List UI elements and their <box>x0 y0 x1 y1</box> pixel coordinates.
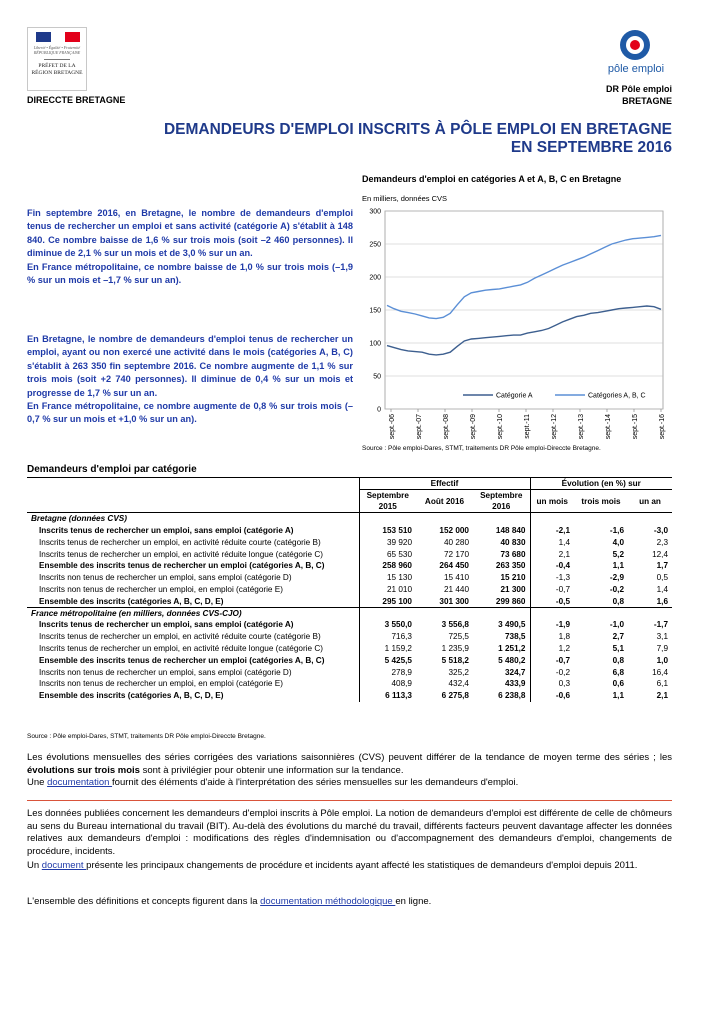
title-line2: EN SEPTEMBRE 2016 <box>510 139 672 156</box>
note4-a: Un <box>27 860 42 872</box>
cell-e3: -1,7 <box>653 620 668 630</box>
cell-e1: -0,6 <box>530 690 574 702</box>
cell-e3: 1,7 <box>656 561 668 571</box>
cell-e1: -0,7 <box>530 654 574 666</box>
legend-label: Catégories A, B, C <box>588 392 646 400</box>
intro-p4: En France métropolitaine, ce nombre augmente de 0,8 % sur trois mois (–0,7 % sur un mois et +1,0 % sur un an). <box>27 401 353 425</box>
y-tick-label: 200 <box>369 274 381 282</box>
cell-e2: -2,9 <box>609 573 624 583</box>
cell-e2: 2,7 <box>612 632 624 642</box>
table-row <box>27 643 672 655</box>
y-tick-label: 50 <box>373 373 381 381</box>
table-row <box>27 572 672 584</box>
cell-e2: -1,6 <box>609 525 624 535</box>
cell-e1: -2,1 <box>530 525 574 537</box>
chart-title: Demandeurs d'emploi en catégories A et A, B, C en Bretagne <box>362 174 622 184</box>
cell-e3: 1,6 <box>656 596 668 606</box>
french-flag-icon <box>36 32 80 42</box>
table-row <box>27 631 672 643</box>
cell-v1: 6 113,3 <box>359 690 416 702</box>
cell-e2: 4,0 <box>612 537 624 547</box>
x-tick-label: sept.-15 <box>632 414 639 440</box>
cell-v3: 433,9 <box>505 679 526 689</box>
cell-e2: 1,1 <box>612 691 624 701</box>
prefet-motto: Liberté • Égalité • Fraternité RÉPUBLIQUE FRANÇAISE <box>33 45 81 55</box>
y-tick-label: 100 <box>369 340 381 348</box>
cell-v1: 278,9 <box>359 666 416 678</box>
cell-e3: 12,4 <box>652 549 668 559</box>
cell-label: Inscrits tenus de rechercher un emploi, en activité réduite courte (catégorie B) <box>39 632 321 642</box>
cell-v2: 3 556,8 <box>441 620 469 630</box>
table-source: Source : Pôle emploi-Dares, STMT, traitements DR Pôle emploi-Direccte Bretagne. <box>27 733 266 740</box>
cell-e3: 0,5 <box>656 573 668 583</box>
cell-e1: -0,5 <box>530 595 574 607</box>
note4-b: présente les principaux changements de procédure et incidents ayant affecté les statistiques de demandeurs d'emploi depuis 2011. <box>86 860 638 872</box>
table-row <box>27 619 672 631</box>
y-tick-label: 250 <box>369 241 381 249</box>
note2-a: Une <box>27 777 48 789</box>
chart-unit: En milliers, données CVS <box>362 194 448 203</box>
documentation-link[interactable]: documentation <box>47 777 113 789</box>
cell-e3: 2,1 <box>656 691 668 701</box>
cell-v2: 301 300 <box>439 596 469 606</box>
cell-e1: 1,2 <box>530 643 574 655</box>
cell-v1: 408,9 <box>359 678 416 690</box>
x-tick-label: sept.-06 <box>389 414 396 440</box>
x-tick-label: sept.-14 <box>605 414 612 440</box>
cell-v3: 6 238,8 <box>498 691 526 701</box>
document-link[interactable]: document <box>41 860 87 872</box>
header-effectif: Effectif <box>359 478 530 490</box>
cell-v2: 325,2 <box>448 667 469 677</box>
intro-p2: En France métropolitaine, ce nombre baisse de 1,0 % sur trois mois (–1,9 % sur un mois et –1,7 % sur un an). <box>27 261 353 286</box>
cell-v3: 263 350 <box>495 561 526 571</box>
cell-v2: 432,4 <box>448 679 469 689</box>
table-row <box>27 584 672 596</box>
cell-v2: 15 410 <box>443 573 469 583</box>
line-chart <box>355 203 673 443</box>
x-tick-label: sept.-08 <box>443 414 450 440</box>
cell-label: Ensemble des inscrits tenus de rechercher un emploi (catégories A, B, C) <box>39 561 325 571</box>
cell-v2: 1 235,9 <box>441 643 469 653</box>
cell-label: Inscrits tenus de rechercher un emploi, en activité réduite longue (catégorie C) <box>39 549 323 559</box>
cell-e3: 1,0 <box>656 655 668 665</box>
table-row <box>27 595 672 607</box>
cell-e2: 5,1 <box>612 643 624 653</box>
intro-p1: Fin septembre 2016, en Bretagne, le nombre de demandeurs d'emploi tenus de rechercher un emploi et sans activité (catégorie A) s'établit à 148 840. Ce nombre baisse de 1,6 % sur trois mois (soit –2 460 personnes). Il diminue de 2,1 % sur un mois et de 3,0 % sur un an. <box>27 208 353 259</box>
cell-label: Ensemble des inscrits tenus de rechercher un emploi (catégories A, B, C) <box>39 655 325 665</box>
prefet-logo <box>27 27 87 91</box>
cell-v1: 3 550,0 <box>359 619 416 631</box>
cell-label: Inscrits non tenus de rechercher un emploi, en emploi (catégorie E) <box>39 679 283 689</box>
notes-methodology <box>27 896 672 909</box>
col-sep2016: Septembre 2016 <box>473 490 530 513</box>
x-tick-label: sept.-13 <box>578 414 585 440</box>
y-tick-label: 300 <box>369 208 381 216</box>
cell-e3: 2,3 <box>656 537 668 547</box>
col-aug2016: Août 2016 <box>416 490 473 513</box>
cell-v1: 153 510 <box>359 525 416 537</box>
cell-e2: -0,2 <box>609 584 624 594</box>
cell-e1: -1,9 <box>530 619 574 631</box>
cell-e2: 5,2 <box>612 549 624 559</box>
table-row <box>27 666 672 678</box>
cell-v1: 1 159,2 <box>359 643 416 655</box>
region-france: France métropolitaine (en milliers, données CVS-CJO) <box>27 607 359 619</box>
cell-e1: 2,1 <box>530 548 574 560</box>
cell-e2: 0,8 <box>612 655 624 665</box>
col-1m: un mois <box>530 490 574 513</box>
region-bretagne: Bretagne (données CVS) <box>31 514 127 524</box>
series-line <box>387 306 661 355</box>
notes-definitions <box>27 808 672 873</box>
col-3m: trois mois <box>574 490 628 513</box>
cell-label: Inscrits tenus de rechercher un emploi, sans emploi (catégorie A) <box>39 620 294 630</box>
table-row <box>27 525 672 537</box>
cell-v3: 15 210 <box>500 573 526 583</box>
cell-e1: 1,4 <box>530 536 574 548</box>
direccte-label: DIRECCTE BRETAGNE <box>27 95 126 105</box>
title-line1: DEMANDEURS D'EMPLOI INSCRITS À PÔLE EMPLOI EN BRETAGNE <box>163 121 672 138</box>
table-section-title: Demandeurs d'emploi par catégorie <box>27 464 197 475</box>
note1-c: sont à privilégier pour obtenir une information sur la tendance. <box>139 764 404 776</box>
dr-block <box>606 83 672 107</box>
prefet-name: PRÉFET DE LA RÉGION BRETAGNE <box>31 63 83 76</box>
cell-v1: 716,3 <box>359 631 416 643</box>
note5-b: en ligne. <box>395 896 432 907</box>
stats-table <box>27 478 672 702</box>
cell-label: Ensemble des inscrits (catégories A, B, C, D, E) <box>39 691 224 701</box>
y-tick-label: 150 <box>369 307 381 315</box>
cell-e3: 1,4 <box>656 584 668 594</box>
table-row <box>27 678 672 690</box>
cell-v2: 725,5 <box>448 632 469 642</box>
cell-e1: -0,7 <box>530 584 574 596</box>
cell-e3: 16,4 <box>652 667 668 677</box>
cell-v2: 264 450 <box>439 561 469 571</box>
cell-label: Ensemble des inscrits (catégories A, B, C, D, E) <box>39 596 224 606</box>
cell-v3: 73 680 <box>500 549 526 559</box>
dr-line1: DR Pôle emploi <box>605 84 672 94</box>
cell-label: Inscrits non tenus de rechercher un emploi, sans emploi (catégorie D) <box>39 667 292 677</box>
cell-label: Inscrits non tenus de rechercher un emploi, en emploi (catégorie E) <box>39 584 283 594</box>
table-row <box>27 560 672 572</box>
cell-v2: 6 275,8 <box>441 691 469 701</box>
note3: Les données publiées concernent les demandeurs d'emploi inscrits à Pôle emploi. La notion de demandeurs d'emploi est différente de celle de chômeurs au sens du Bureau international du travail (BIT). Au-delà des évolutions du marché du travail, différents facteurs peuvent davantage affecter les données relatives aux demandeurs d'emploi : modifications des règles d'indemnisation ou d'accompagnement des demandeurs d'emploi, changements de procédure, incidents. <box>27 808 672 857</box>
cell-e2: 1,1 <box>612 561 624 571</box>
cell-v1: 295 100 <box>359 595 416 607</box>
cell-v3: 5 480,2 <box>498 655 526 665</box>
note1-b: évolutions sur trois mois <box>27 764 140 776</box>
header-evolution: Évolution (en %) sur <box>530 478 672 490</box>
cell-e1: -0,4 <box>530 560 574 572</box>
cell-v3: 148 840 <box>495 525 526 535</box>
col-sep2015: Septembre 2015 <box>359 490 416 513</box>
cell-e1: 1,8 <box>530 631 574 643</box>
cell-v3: 1 251,2 <box>498 643 526 653</box>
note2-b: fournit des éléments d'aide à l'interprétation des séries mensuelles sur les demandeurs d'emploi. <box>112 777 519 789</box>
cell-v3: 3 490,5 <box>498 620 526 630</box>
table-row <box>27 690 672 702</box>
cell-v3: 324,7 <box>505 667 526 677</box>
cell-v1: 15 130 <box>359 572 416 584</box>
cell-v2: 21 440 <box>443 584 469 594</box>
x-tick-label: sept.-16 <box>659 414 666 440</box>
dr-line2: BRETAGNE <box>622 96 672 106</box>
cell-v1: 65 530 <box>359 548 416 560</box>
cell-e3: 3,1 <box>656 632 668 642</box>
cell-e2: 0,6 <box>612 679 624 689</box>
cell-label: Inscrits tenus de rechercher un emploi, en activité réduite longue (catégorie C) <box>39 643 323 653</box>
cell-e3: 7,9 <box>656 643 668 653</box>
cell-label: Inscrits non tenus de rechercher un emploi, sans emploi (catégorie D) <box>39 573 292 583</box>
cell-e1: -1,3 <box>530 572 574 584</box>
note1-a: Les évolutions mensuelles des séries corrigées des variations saisonnières (CVS) peuvent différer de la tendance de moyen terme des séries ; les <box>27 752 672 763</box>
cell-v2: 40 280 <box>443 537 469 547</box>
red-divider <box>27 800 672 801</box>
intro-bretagne-cat-abc <box>27 333 353 427</box>
x-tick-label: sept.-12 <box>551 414 558 440</box>
x-tick-label: sept.-11 <box>524 414 531 439</box>
y-tick-label: 0 <box>377 406 381 414</box>
cell-v1: 39 920 <box>359 536 416 548</box>
legend-label: Catégorie A <box>496 392 533 400</box>
methodology-link[interactable]: documentation méthodologique <box>260 896 396 907</box>
x-tick-label: sept.-10 <box>497 414 504 440</box>
cell-v3: 21 300 <box>500 584 526 594</box>
pole-emploi-logo-text: pôle emploi <box>607 63 665 75</box>
cell-e2: 6,8 <box>612 667 624 677</box>
x-tick-label: sept.-07 <box>416 414 423 440</box>
note5-a: L'ensemble des définitions et concepts figurent dans la <box>27 896 261 907</box>
intro-bretagne-cat-a <box>27 207 353 287</box>
x-tick-label: sept.-09 <box>470 414 477 440</box>
cell-e2: -1,0 <box>609 620 624 630</box>
col-1y: un an <box>628 490 672 513</box>
cell-v3: 299 860 <box>495 596 526 606</box>
cell-e1: 0,3 <box>530 678 574 690</box>
cell-v2: 152 000 <box>439 525 469 535</box>
cell-label: Inscrits tenus de rechercher un emploi, sans emploi (catégorie A) <box>39 525 294 535</box>
cell-e3: -3,0 <box>653 525 668 535</box>
cell-v3: 738,5 <box>505 632 526 642</box>
table-row <box>27 536 672 548</box>
cell-e1: -0,2 <box>530 666 574 678</box>
pole-emploi-logo <box>600 30 672 80</box>
page-title <box>60 121 672 157</box>
notes-cvs <box>27 752 672 790</box>
cell-v1: 21 010 <box>359 584 416 596</box>
cell-v3: 40 830 <box>500 537 526 547</box>
table-row <box>27 654 672 666</box>
cell-v2: 72 170 <box>443 549 469 559</box>
table-row <box>27 548 672 560</box>
cell-e3: 6,1 <box>656 679 668 689</box>
chart-source: Source : Pôle emploi-Dares, STMT, traitements DR Pôle emploi-Direccte Bretagne. <box>362 445 601 452</box>
cell-e2: 0,8 <box>612 596 624 606</box>
cell-label: Inscrits tenus de rechercher un emploi, en activité réduite courte (catégorie B) <box>39 537 321 547</box>
cell-v1: 5 425,5 <box>359 654 416 666</box>
intro-p3: En Bretagne, le nombre de demandeurs d'emploi tenus de rechercher un emploi, ayant ou non exercé une activité dans le mois (catégories A, B, C) s'établit à 263 350 fin septembre 2016. Ce nombre augmente de 1,1 % sur trois mois (soit +2 740 personnes). Il diminue de 0,4 % sur un mois et progresse de 1,7 % sur un an. <box>27 334 353 398</box>
cell-v2: 5 518,2 <box>441 655 469 665</box>
cell-v1: 258 960 <box>359 560 416 572</box>
